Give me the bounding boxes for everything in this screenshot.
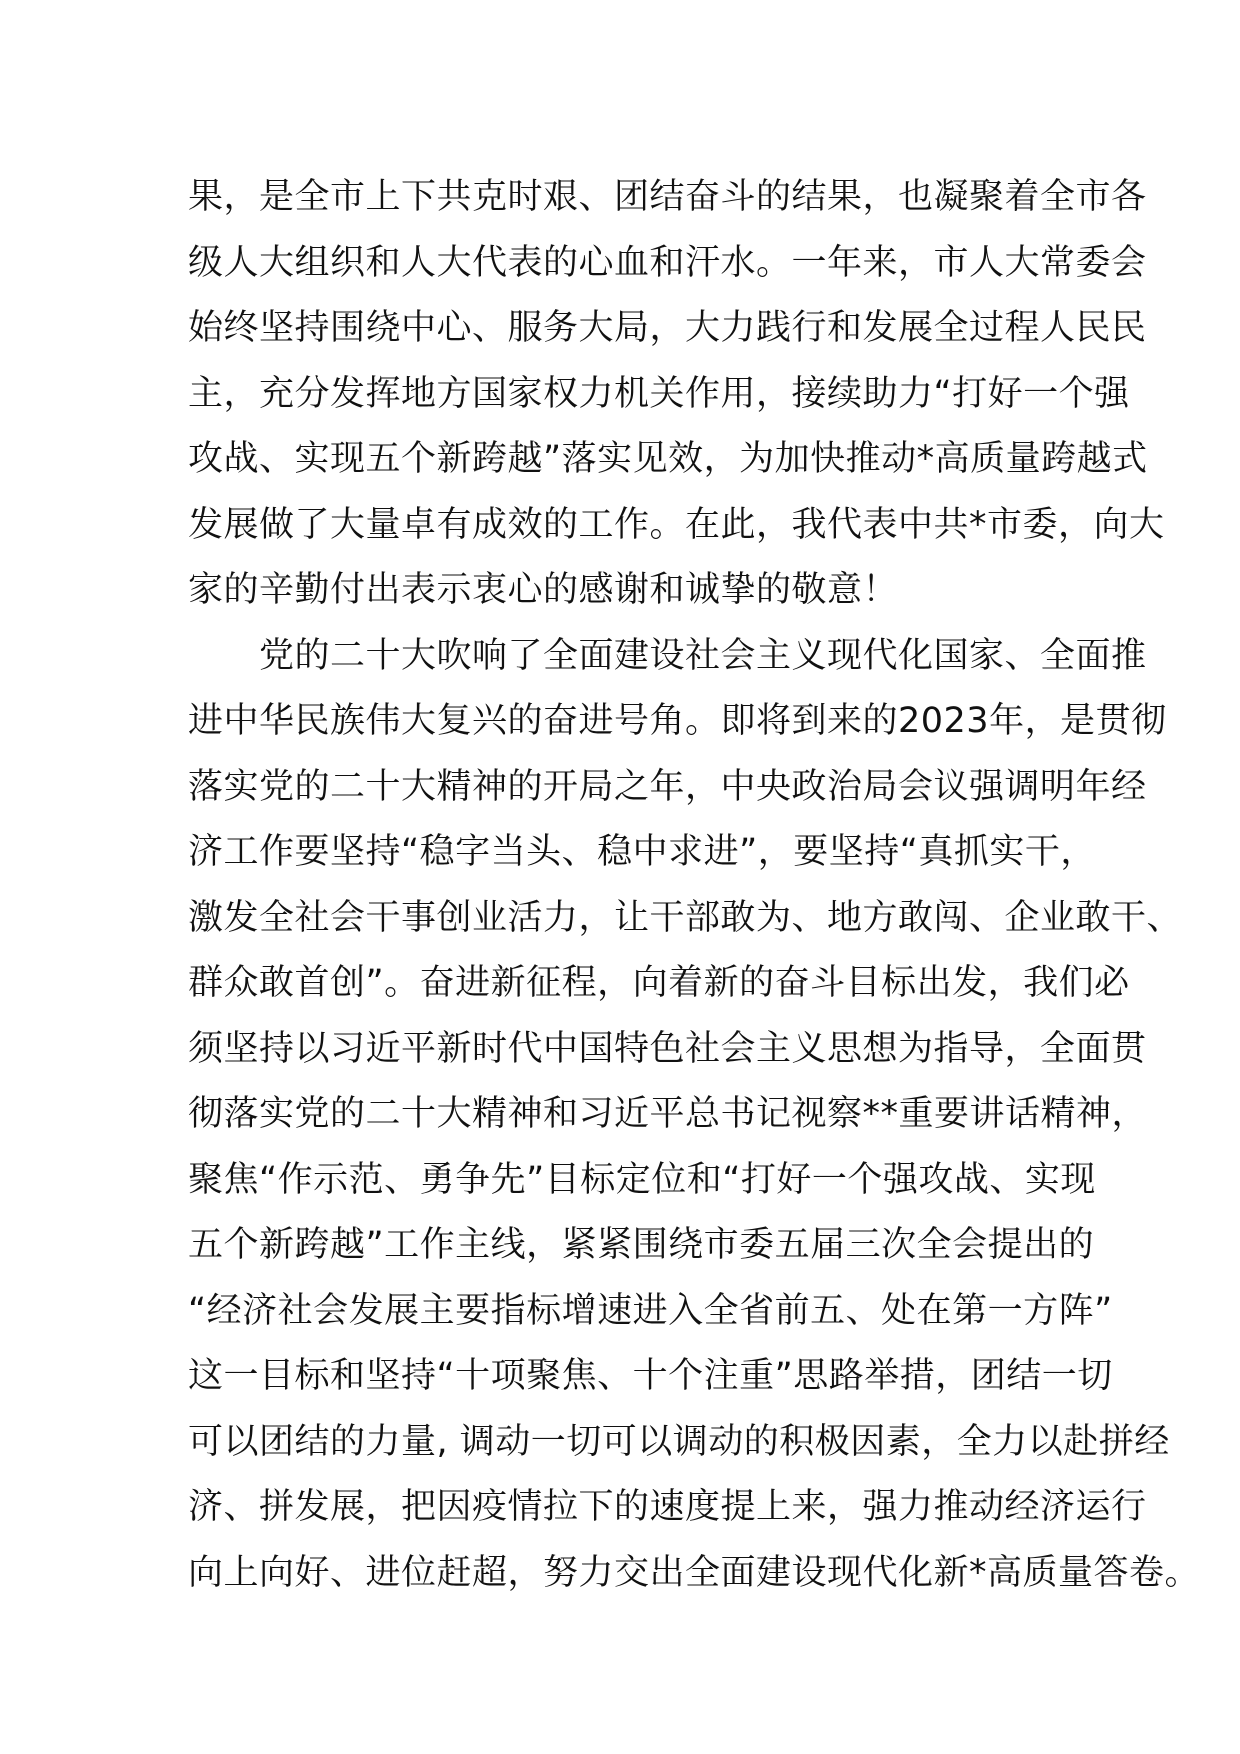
- text-line: 彻落实党的二十大精神和习近平总书记视察**重要讲话精神，: [188, 1094, 1148, 1134]
- text-line: 五个新跨越”工作主线，紧紧围绕市委五届三次全会提出的: [188, 1225, 1095, 1265]
- text-line: 级人大组织和人大代表的心血和汗水。一年来，市人大常委会: [188, 242, 1147, 283]
- text-line: 党的二十大吹响了全面建设社会主义现代化国家、全面推: [188, 635, 1147, 676]
- text-line: 果，是全市上下共克时艰、团结奋斗的结果，也凝聚着全市各: [188, 177, 1147, 217]
- text-line: “经济社会发展主要指标增速进入全省前五、处在第一方阵”: [188, 1290, 1113, 1331]
- paragraph: [188, 165, 1165, 624]
- body-text: [188, 165, 1201, 1606]
- text-line: 这一目标和坚持“十项聚焦、十个注重”思路举措，团结一切: [188, 1356, 1113, 1396]
- text-line: 家的辛勤付出表示衷心的感谢和诚挚的敬意！: [188, 570, 899, 610]
- paragraph: [188, 624, 1201, 1607]
- text-line: 可以团结的力量, 调动一切可以调动的积极因素，全力以赴拼经: [188, 1421, 1170, 1462]
- text-line: 向上向好、进位赶超，努力交出全面建设现代化新*高质量答卷。: [188, 1552, 1201, 1593]
- text-line: 激发全社会干事创业活力，让干部敢为、地方敢闯、企业敢干、: [188, 897, 1183, 938]
- text-line: 攻战、实现五个新跨越”落实见效，为加快推动*高质量跨越式: [188, 439, 1148, 479]
- text-line: 始终坚持围绕中心、服务大局，大力践行和发展全过程人民民: [188, 308, 1147, 348]
- text-line: 主，充分发挥地方国家权力机关作用，接续助力“打好一个强: [188, 373, 1130, 414]
- text-line: 进中华民族伟大复兴的奋进号角。即将到来的2023年，是贯彻: [188, 701, 1167, 741]
- text-line: 落实党的二十大精神的开局之年，中央政治局会议强调明年经: [188, 766, 1147, 807]
- text-line: 发展做了大量卓有成效的工作。在此，我代表中共*市委，向大: [188, 504, 1165, 545]
- text-line: 群众敢首创”。奋进新征程，向着新的奋斗目标出发，我们必: [188, 963, 1130, 1003]
- text-line: 聚焦“作示范、勇争先”目标定位和“打好一个强攻战、实现: [188, 1159, 1096, 1200]
- text-line: 济、拼发展，把因疫情拉下的速度提上来，强力推动经济运行: [188, 1487, 1147, 1527]
- text-line: 须坚持以习近平新时代中国特色社会主义思想为指导，全面贯: [188, 1028, 1147, 1069]
- text-line: 济工作要坚持“稳字当头、稳中求进”，要坚持“真抓实干，: [188, 832, 1096, 872]
